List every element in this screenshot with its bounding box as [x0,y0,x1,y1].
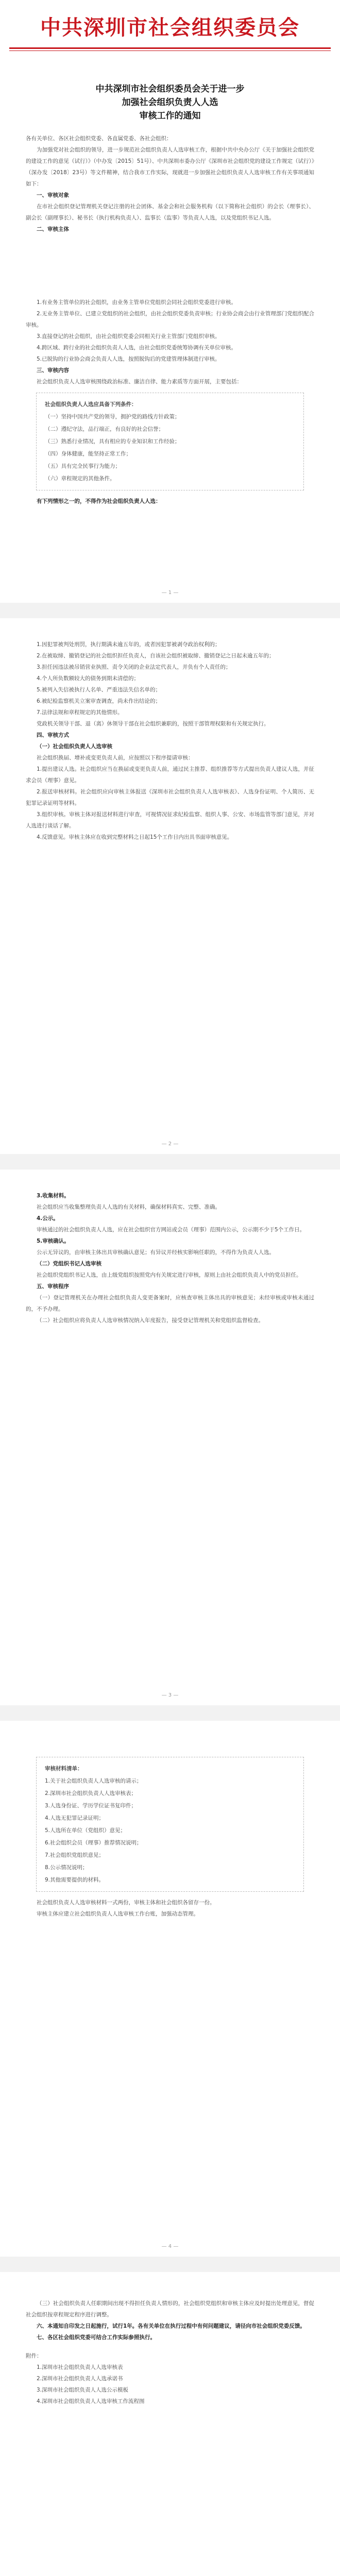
document-page-3 [10,1170,330,1705]
document-header [0,0,340,62]
document-page-2 [10,618,330,1154]
red-rule [9,47,331,49]
paragraph: 有下列情形之一的，不得作为社会组织负责人人选： [37,498,161,504]
list-item: 6.被纪检监察机关立案审查调查，尚未作出结论的； [37,698,161,704]
paragraph: 公示无异议的，由审核主体出具审核确认意见；有异议并经核实影响任职的，不得作为负责人人选。 [37,1249,275,1256]
list-item: 2.在被取缔、撤销登记的社会组织担任负责人，自该社会组织被取缔、撤销登记之日起未逾五年的； [37,653,275,659]
step-paragraph: 4.反馈意见。审核主体应在收到完整材料之日起15个工作日内出具书面审核意见。 [37,834,233,840]
paragraph: 审核通过的社会组织负责人人选，应在社会组织官方网站或会员（理事）范围内公示，公示期不少于5个工作日。 [37,1227,305,1233]
attachment-item: 2.深圳市社会组织负责人人选承诺书 [37,2376,123,2382]
list-item: 4.个人所负数额较大的债务到期未清偿的； [37,675,140,682]
list-item: 5.被列入失信被执行人名单、严重违法失信名单的； [37,687,161,693]
page-number: — 1 — [161,590,179,596]
page-gap [0,2257,340,2272]
list-item: 3.直接登记的社会组织，由社会组织党委会同相关行业主管部门党组织审核。 [37,333,220,340]
section-heading: 七、各区社会组织党委可结合工作实际参照执行。 [37,2334,156,2341]
document-page-4 [10,1721,330,2257]
paragraph: （一）登记管理机关在办理社会组织负责人变更备案时，应核查审核主体出具的审核意见；未经审核或审核未通过的，不予办理。 [26,1295,314,1312]
list-item: 2.无业务主管单位、已建立党组织的社会组织，由社会组织党委负责审核；行业协会商会由行业管理部门党组织配合审核。 [26,311,314,328]
attachments-heading: 附件： [26,2353,42,2359]
box-item: （五）具有完全民事行为能力； [45,463,121,469]
box-item: 2.深圳市社会组织负责人人选审核表； [45,1790,137,1797]
list-item: 3.担任因违法被吊销营业执照、责令关闭的企业法定代表人，并负有个人责任的； [37,664,231,670]
document-page-5 [10,2272,330,2576]
section-heading: 六、本通知自印发之日起施行，试行1年。各有关单位在执行过程中有何问题建议，请径向市社会组织党委反馈。 [37,2323,305,2329]
list-item: 1.有业务主管单位的社会组织，由业务主管单位党组织会同社会组织党委进行审核。 [37,299,237,306]
paragraph: 党政机关领导干部、退（离）休领导干部在社会组织兼职的，按照干部管理权限和有关规定执行。 [37,721,269,727]
paragraph: 社会组织换届、增补或变更负责人前，应按照以下程序提请审核： [37,755,194,761]
step-paragraph: 1.提出建议人选。社会组织应当在换届或变更负责人前，通过民主推荐、组织推荐等方式提出负责人建议人选，并征求会员（理事）意见。 [26,766,314,784]
step-heading: 5.审核确认。 [37,1238,70,1244]
document-page-1 [10,67,330,603]
title-line: 审核工作的通知 [139,111,201,121]
step-heading: 3.收集材料。 [37,1193,70,1199]
box-item: （一）坚持中国共产党的领导，拥护党的路线方针政策； [45,414,180,420]
step-paragraph: 3.组织审核。审核主体对报送材料进行审查，可视情况征求纪检监察、组织人事、公安、市场监管等部门意见，并对人选进行谈话了解。 [26,811,314,829]
box-item: （二）遵纪守法，品行端正，有良好的社会信誉； [45,426,164,432]
document-title [26,82,314,123]
salutation: 各有关单位、各区社会组织党委、各直属党委、各社会组织： [26,135,172,142]
paragraph: 社会组织应当收集整理负责人人选的有关材料，确保材料真实、完整、准确。 [37,1204,220,1210]
attachment-item: 1.深圳市社会组织负责人人选审核表 [37,2364,123,2370]
box-heading: 审核材料清单： [45,1766,83,1772]
section-heading: 五、审核程序 [37,1283,69,1290]
paragraph: （三）社会组织负责人任职期间出现不得担任负责人情形的，社会组织党组织和审核主体应及时提出处理意见，督促社会组织按章程规定程序进行调整。 [26,2300,314,2318]
page-gap [0,603,340,618]
title-line: 加强社会组织负责人人选 [122,97,218,108]
box-item: 8.公示情况说明； [45,1865,88,1871]
conditions-box [36,393,304,490]
paragraph: 社会组织负责人人选审核材料一式两份，审核主体和社会组织各留存一份。 [37,1900,215,1906]
issuer-heading: 中共深圳市社会组织委员会 [40,15,300,40]
section-heading: 四、审核方式 [37,732,69,738]
list-item: 1.因犯罪被判处刑罚，执行期满未逾五年的，或者因犯罪被剥夺政治权利的； [37,641,220,648]
materials-box [36,1757,304,1892]
box-item: 3.人选身份证、学历学位证书复印件； [45,1803,137,1809]
step-paragraph: 2.报送审核材料。社会组织应向审核主体报送《深圳市社会组织负责人人选审核表》、人选身份证明、个人简历、无犯罪记录证明等材料。 [26,789,314,806]
box-item: 1.关于社会组织负责人人选审核的请示； [45,1778,142,1784]
intro-paragraph: 为加强党对社会组织的领导，进一步规范社会组织负责人人选审核工作，根据中共中央办公厅《关于加强社会组织党的建设工作的意见（试行）》（中办发〔2015〕51号）、中共深圳市委办公厅《深圳市社会组织党的建设工作规定（试行）》（深办发〔2018〕23号）等文件精神，结合我市工作实际，现就进一步加强社会组织负责人人选审核工作有关事项通知如下： [26,147,314,187]
box-item: 9.其他需要提供的材料。 [45,1877,105,1883]
section-heading: 二、审核主体 [37,226,69,232]
list-item: 5.已脱钩的行业协会商会负责人人选，按照脱钩后的党建管理体制进行审核。 [37,356,220,362]
box-item: （四）身体健康，能坚持正常工作； [45,451,131,457]
box-item: 5.人选所在单位（党组织）意见； [45,1827,126,1834]
page-gap [0,1705,340,1721]
title-line: 中共深圳市社会组织委员会关于进一步 [95,84,245,94]
section-heading: 一、审核对象 [37,192,69,198]
box-item: （三）熟悉行业情况，具有相应的专业知识和工作经验； [45,438,180,445]
page-number: — 4 — [161,2244,179,2249]
red-rule-thin [9,50,331,51]
paragraph: 审核主体应建立社会组织负责人人选审核工作台账，加强动态管理。 [37,1911,199,1917]
box-item: 7.社会组织党组织意见； [45,1852,105,1858]
attachment-item: 4.深圳市社会组织负责人人选审核工作流程图 [37,2398,145,2404]
step-heading: 4.公示。 [37,1215,59,1222]
attachment-item: 3.深圳市社会组织负责人人选公示模板 [37,2387,129,2393]
list-item: 4.跨区域、跨行业的社会组织负责人人选，由社会组织党委统筹协调有关单位审核。 [37,345,237,351]
box-item: 6.社会组织会员（理事）推荐情况说明； [45,1840,142,1846]
paragraph: 社会组织负责人人选审核围绕政治标准、廉洁自律、能力素质等方面开展，主要包括： [37,379,242,385]
page-number: — 3 — [161,1692,179,1698]
paragraph: 社会组织党组织书记人选，由上级党组织按照党内有关规定进行审核，原则上由社会组织负责人中的党员担任。 [37,1272,302,1278]
box-item: 4.人选无犯罪记录证明； [45,1815,105,1821]
subsection-heading: （一）社会组织负责人人选审核 [37,743,112,750]
paragraph: 在市社会组织登记管理机关登记注册的社会团体、基金会和社会服务机构（以下简称社会组织）的会长（理事长）、副会长（副理事长）、秘书长（执行机构负责人）、监事长（监事）等负责人人选，以及党组织书记人选。 [26,204,314,221]
subsection-heading: （二）党组织书记人选审核 [37,1261,101,1267]
page-gap [0,1154,340,1170]
box-heading: 社会组织负责人人选应具备下列条件： [45,401,137,408]
box-item: （六）章程规定的其他条件。 [45,476,115,482]
paragraph: （二）社会组织应将负责人人选审核情况纳入年度报告，接受登记管理机关和党组织监督检查。 [37,1317,264,1324]
section-heading: 三、审核内容 [37,367,69,374]
page-number: — 2 — [161,1141,179,1147]
list-item: 7.法律法规和章程规定的其他情形。 [37,709,123,716]
